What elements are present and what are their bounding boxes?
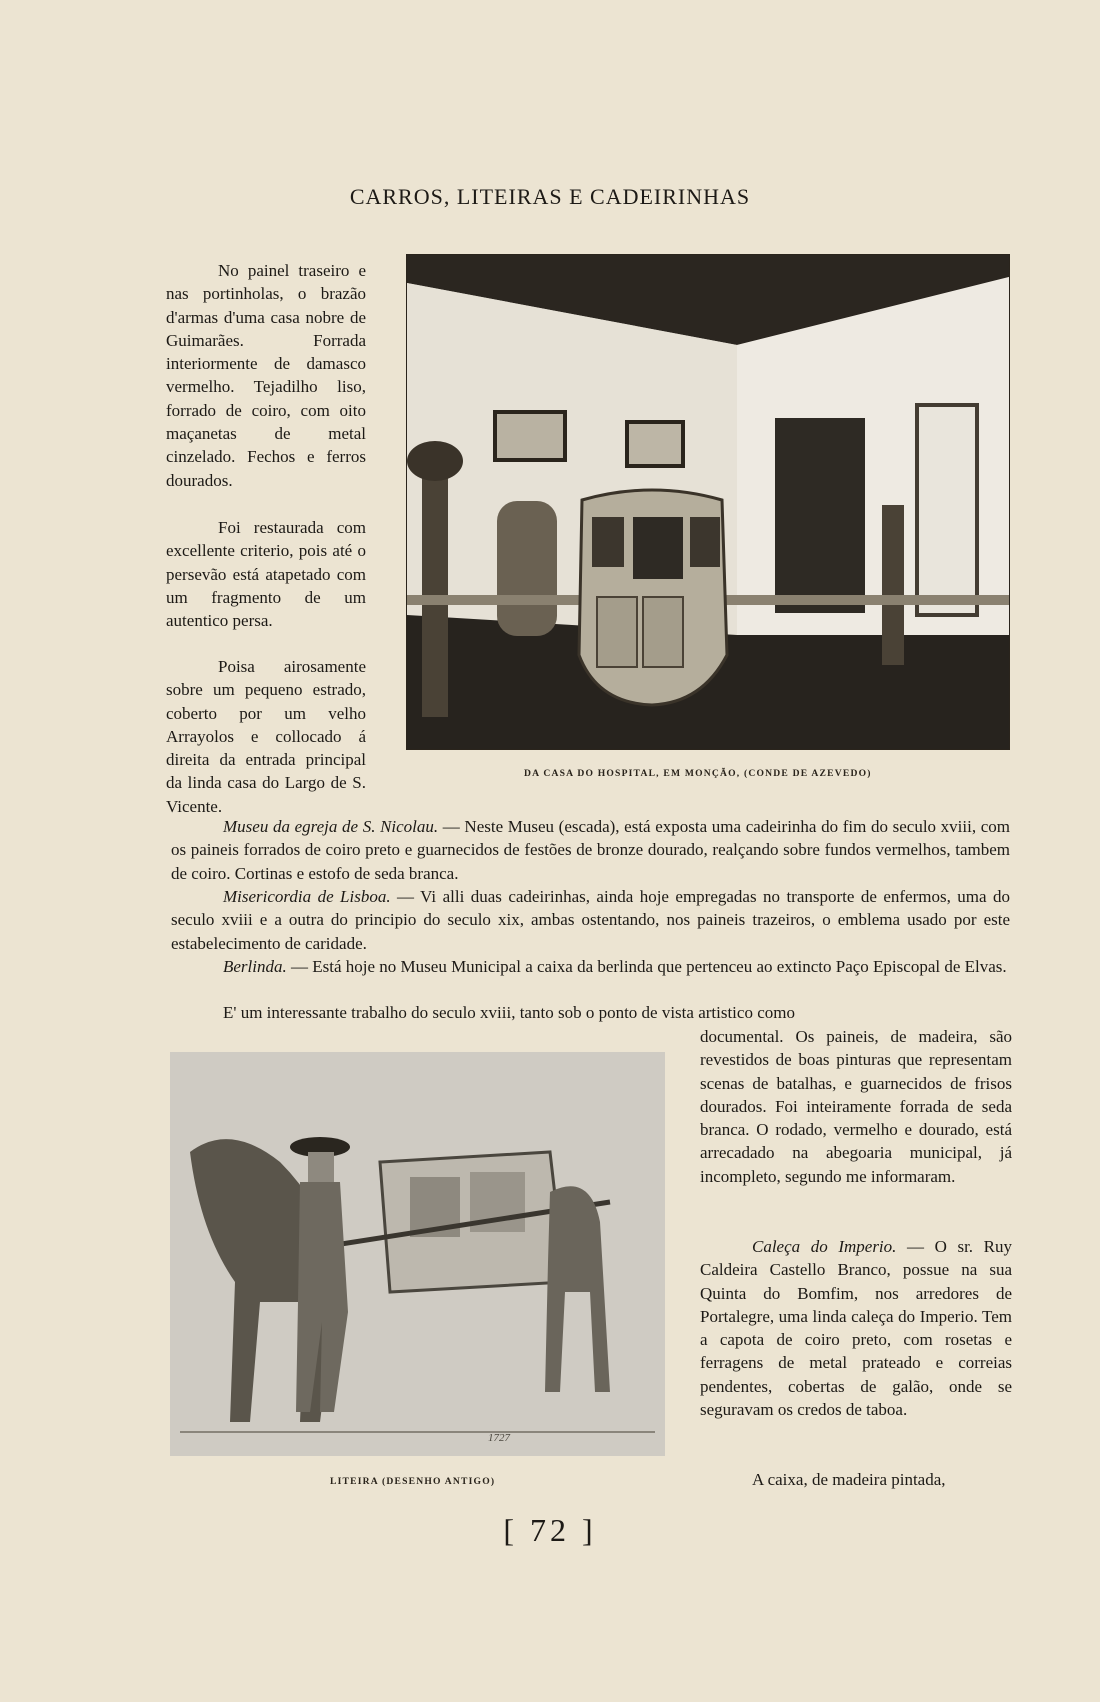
paragraph-berlinda: Berlinda. — Está hoje no Museu Municipal a caixa da berlinda que pertenceu ao extincto Paço Episcopal de Elvas. bbox=[223, 957, 1007, 976]
paragraph-misericordia: Misericordia de Lisboa. — Vi alli duas cadeirinhas, ainda hoje empregadas no transporte de enfermos, uma do seculo xviii e a outra do principio do seculo xix, ambas ostentando, nos paineis trazeiros, o emblema usado por este estabelecimento de caridade. bbox=[171, 887, 1010, 953]
intro-paragraph-3: Poisa airosamente sobre um pequeno estrado, coberto por um velho Arrayolos e collocado á direita da entrada principal da linda casa do Largo de S. Vicente. bbox=[166, 657, 366, 816]
intro-paragraph-2: Foi restaurada com excellente criterio, pois até o persevão está atapetado com um fragmento de um autentico persa. bbox=[166, 518, 366, 631]
drawing-caption: LITEIRA (DESENHO ANTIGO) bbox=[330, 1476, 496, 1487]
page-title: CARROS, LITEIRAS E CADEIRINHAS bbox=[349, 184, 751, 209]
paragraph-berlinda-2-cont: documental. Os paineis, de madeira, são revestidos de boas pinturas que representam scenas de batalhas, e guarnecidos de frisos dourados. Foi inteiramente forrada de seda branca. O rodado, vermelho e dourado, está arrecadado na abegoaria municipal, já incompleto, segundo me informaram. bbox=[700, 1027, 1012, 1186]
paragraph-caixa: A caixa, de madeira pintada, bbox=[752, 1470, 946, 1489]
sedan-chair-photo-image bbox=[407, 255, 1009, 749]
paragraph-berlinda-2-start: E' um interessante trabalho do seculo xviii, tanto sob o ponto de vista artistico como bbox=[223, 1003, 795, 1022]
paragraph-caleca: Caleça do Imperio. — O sr. Ruy Caldeira Castello Branco, possue na sua Quinta do Bomfim, nos arredores de Portalegre, uma linda caleça do Imperio. Tem a capota de coiro preto, com rosetas e ferragens de metal prateado e correias pendentes, cobertas de galão, onde se seguravam os credos de taboa. bbox=[700, 1237, 1012, 1420]
intro-paragraph-1: No painel traseiro e nas portinholas, o brazão d'armas d'uma casa nobre de Guimarães. Forrada interiormente de damasco vermelho. Tejadilho liso, forrado de coiro, com oito maçanetas de metal cinzelado. Fechos e ferros dourados. bbox=[166, 261, 366, 490]
drawing-signature: 1727 bbox=[488, 1432, 510, 1444]
section-title-berlinda: Berlinda. bbox=[223, 957, 287, 976]
page-number: [ 72 ] bbox=[503, 1512, 597, 1548]
section-title-misericordia: Misericordia de Lisboa. bbox=[223, 887, 391, 906]
section-title-nicolau: Museu da egreja de S. Nicolau. bbox=[223, 817, 439, 836]
paragraph-nicolau: Museu da egreja de S. Nicolau. — Neste Museu (escada), está exposta uma cadeirinha do fim do seculo xviii, com os paineis forrados de coiro preto e guarnecidos de festões de bronze dourado, realçando sobre fundos vermelhos, tambem de coiro. Cortinas e estofo de seda branca. bbox=[171, 817, 1010, 883]
section-title-caleca: Caleça do Imperio. bbox=[752, 1237, 897, 1256]
photo-caption: DA CASA DO HOSPITAL, EM MONÇÃO, (CONDE DE AZEVEDO) bbox=[524, 768, 872, 779]
sedan-chair-photo bbox=[406, 254, 1010, 750]
litter-drawing-image bbox=[170, 1052, 665, 1456]
litter-drawing bbox=[170, 1052, 665, 1456]
